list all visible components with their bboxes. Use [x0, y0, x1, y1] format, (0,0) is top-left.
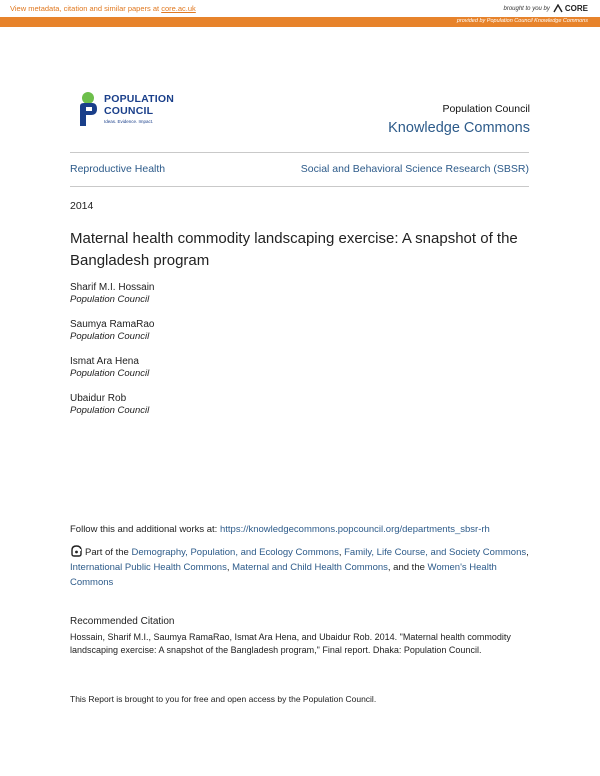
series-links — [70, 163, 529, 175]
reproductive-health-link[interactable]: Reproductive Health — [70, 163, 166, 175]
metadata-text: View metadata, citation and similar papers at — [10, 4, 162, 13]
author-affiliation: Population Council — [70, 331, 150, 342]
follow-text: Follow this and additional works at: — [70, 524, 220, 535]
author-entry — [70, 392, 154, 429]
part-of-commons — [70, 544, 530, 590]
follow-line — [70, 524, 490, 535]
department-url-link[interactable]: https://knowledgecommons.popcouncil.org/departments_sbsr-rh — [219, 524, 490, 535]
separator: , — [338, 547, 345, 558]
logo-line-2: COUNCIL — [104, 105, 154, 117]
public-health-commons-link[interactable]: International Public Health Commons — [70, 562, 227, 573]
author-name: Saumya RamaRao — [70, 319, 155, 330]
author-name: Ismat Ara Hena — [70, 356, 139, 367]
maternal-child-health-commons-link[interactable]: Maternal and Child Health Commons — [232, 562, 388, 573]
logo-line-1: POPULATION — [104, 93, 175, 105]
population-council-logo — [76, 90, 176, 130]
author-list — [70, 281, 154, 429]
open-access-note: This Report is brought to you for free and open access by the Population Council. — [70, 694, 377, 704]
author-name: Sharif M.I. Hossain — [70, 282, 155, 293]
document-title: Maternal health commodity landscaping exercise: A snapshot of the Bangladesh program — [70, 230, 518, 269]
separator: , — [526, 547, 529, 558]
author-affiliation: Population Council — [70, 368, 150, 379]
author-entry — [70, 355, 154, 392]
core-logo[interactable] — [553, 4, 588, 13]
core-logo-text: CORE — [564, 4, 588, 13]
author-entry — [70, 318, 154, 355]
brought-to-you — [504, 4, 589, 13]
brought-text: brought to you by — [503, 5, 550, 12]
repository-org: Population Council — [442, 103, 530, 115]
logo-tagline: Ideas. Evidence. Impact. — [104, 119, 154, 124]
provided-by-text[interactable]: provided by Population Council Knowledge Commons — [456, 18, 588, 24]
repository-heading — [388, 103, 530, 136]
provided-by-strip — [0, 17, 600, 27]
author-affiliation: Population Council — [70, 405, 150, 416]
author-entry — [70, 281, 154, 318]
population-council-mark-icon — [76, 91, 100, 127]
family-commons-link[interactable]: Family, Life Course, and Society Commons — [344, 547, 527, 558]
separator: , and the — [387, 562, 428, 573]
sbsr-link[interactable]: Social and Behavioral Science Research (SBSR) — [300, 163, 529, 175]
womens-health-commons-link[interactable]: Women's Health Commons — [70, 562, 497, 588]
author-affiliation: Population Council — [70, 294, 150, 305]
divider-bottom — [70, 186, 529, 187]
recommended-citation-heading: Recommended Citation — [70, 616, 175, 627]
part-of-prefix: Part of the — [85, 547, 132, 558]
separator: , — [226, 562, 233, 573]
core-ac-uk-link[interactable]: core.ac.uk — [161, 4, 196, 13]
author-name: Ubaidur Rob — [70, 393, 127, 404]
demography-commons-link[interactable]: Demography, Population, and Ecology Commons — [131, 547, 339, 558]
knowledge-commons-link[interactable]: Knowledge Commons — [388, 120, 530, 136]
publication-year: 2014 — [70, 200, 94, 212]
divider-top — [70, 152, 529, 153]
core-logo-icon — [553, 4, 563, 13]
recommended-citation-text: Hossain, Sharif M.I., Saumya RamaRao, Ismat Ara Hena, and Ubaidur Rob. 2014. "Maternal health commodity landscaping exercise: A snapshot of the Bangladesh program," Final report. Dhaka: Population Council. — [70, 632, 511, 655]
metadata-link[interactable] — [10, 4, 196, 13]
open-access-icon — [70, 544, 83, 557]
